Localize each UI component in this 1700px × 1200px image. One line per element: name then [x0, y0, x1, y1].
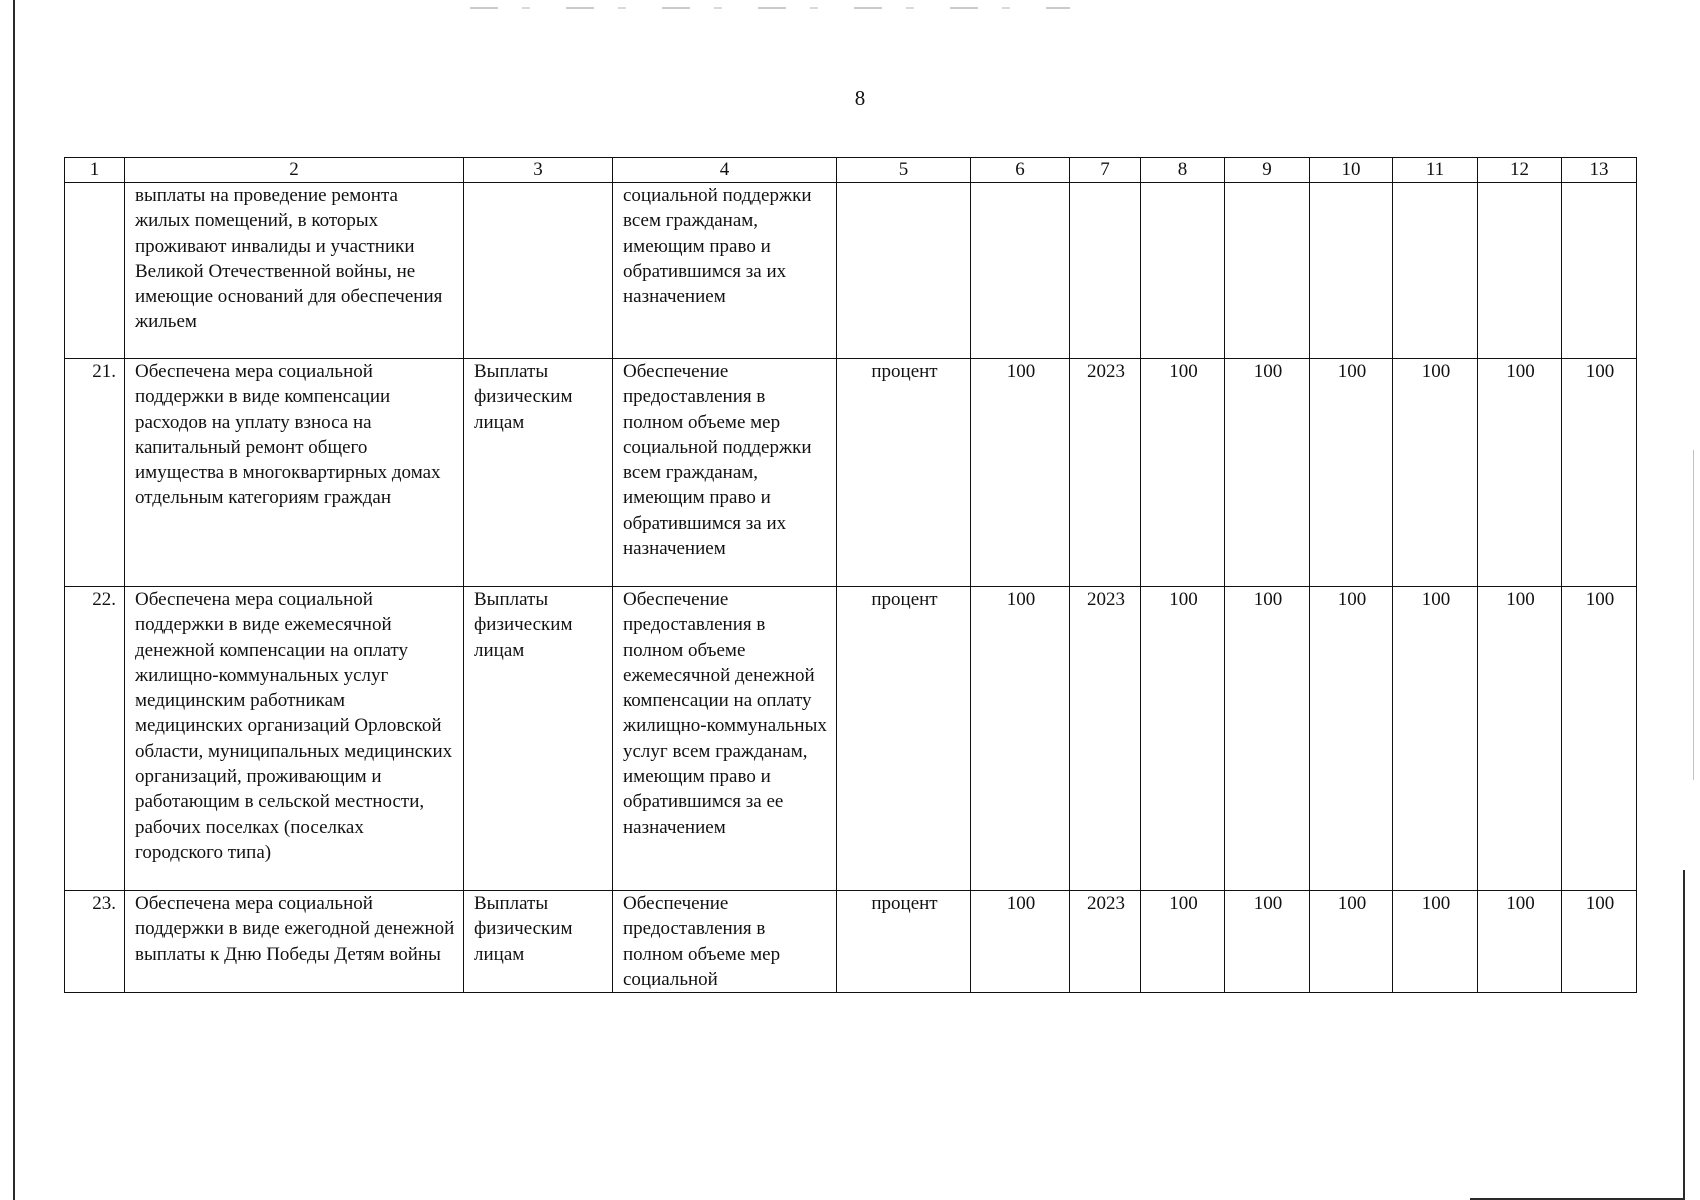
- result-cell: выплаты на проведение ремонта жилых помещений, в которых проживают инвалиды и участники Великой Отечественной войны, не имеющие оснований для обеспечения жильем: [125, 183, 464, 359]
- value-cell: 100: [1478, 587, 1562, 891]
- column-number: 3: [464, 158, 613, 183]
- unit-cell: процент: [837, 359, 971, 587]
- table-row: [65, 587, 1637, 891]
- indicators-table: [64, 157, 1637, 993]
- table-row: [65, 891, 1637, 993]
- column-number: 6: [971, 158, 1070, 183]
- result-cell: Обеспечена мера социальной поддержки в виде ежемесячной денежной компенсации на оплату жилищно-коммунальных услуг медицинским работникам медицинских организаций Орловской области, муниципальных медицинских организаций, проживающим и работающим в сельской местности, рабочих поселках (поселках городского типа): [125, 587, 464, 891]
- row-number-cell: [65, 183, 125, 359]
- value-cell: 100: [1225, 891, 1310, 993]
- value-cell: 100: [971, 891, 1070, 993]
- scan-border-left: [13, 0, 15, 1200]
- indicator-cell: Обеспечение предоставления в полном объеме мер социальной: [613, 891, 837, 993]
- value-cell: 100: [1393, 359, 1478, 587]
- column-number-row: [65, 158, 1637, 183]
- value-cell: 100: [971, 359, 1070, 587]
- column-number: 5: [837, 158, 971, 183]
- row-number-cell: 22.: [65, 587, 125, 891]
- column-number: 8: [1141, 158, 1225, 183]
- column-number: 11: [1393, 158, 1478, 183]
- column-number: 10: [1310, 158, 1393, 183]
- column-number: 12: [1478, 158, 1562, 183]
- scan-border-right: [1683, 870, 1685, 1200]
- value-cell: 100: [971, 587, 1070, 891]
- value-cell: 100: [1393, 891, 1478, 993]
- value-cell: 100: [1562, 587, 1637, 891]
- unit-cell: процент: [837, 587, 971, 891]
- value-cell: 100: [1310, 587, 1393, 891]
- value-cell: 100: [1478, 359, 1562, 587]
- value-cell: [1478, 183, 1562, 359]
- value-cell: 100: [1141, 891, 1225, 993]
- value-cell: [1070, 183, 1141, 359]
- value-cell: 100: [1310, 359, 1393, 587]
- value-cell: 100: [1562, 891, 1637, 993]
- value-cell: [1225, 183, 1310, 359]
- value-cell: 2023: [1070, 891, 1141, 993]
- indicator-cell: Обеспечение предоставления в полном объеме ежемесячной денежной компенсации на оплату жилищно-коммунальных услуг всем гражданам, имеющим право и обратившимся за ее назначением: [613, 587, 837, 891]
- unit-cell: процент: [837, 891, 971, 993]
- value-cell: 2023: [1070, 587, 1141, 891]
- type-cell: Выплаты физическим лицам: [464, 891, 613, 993]
- value-cell: [1310, 183, 1393, 359]
- value-cell: 100: [1225, 359, 1310, 587]
- type-cell: Выплаты физическим лицам: [464, 587, 613, 891]
- value-cell: [1562, 183, 1637, 359]
- indicator-cell: социальной поддержки всем гражданам, имеющим право и обратившимся за их назначением: [613, 183, 837, 359]
- result-cell: Обеспечена мера социальной поддержки в виде компенсации расходов на уплату взноса на капитальный ремонт общего имущества в многоквартирных домах отдельным категориям граждан: [125, 359, 464, 587]
- value-cell: 100: [1141, 359, 1225, 587]
- value-cell: 100: [1141, 587, 1225, 891]
- column-number: 1: [65, 158, 125, 183]
- value-cell: 100: [1225, 587, 1310, 891]
- scan-artifact-right: [1693, 450, 1694, 780]
- result-cell: Обеспечена мера социальной поддержки в виде ежегодной денежной выплаты к Дню Победы Детям войны: [125, 891, 464, 993]
- type-cell: [464, 183, 613, 359]
- indicator-cell: Обеспечение предоставления в полном объеме мер социальной поддержки всем гражданам, имеющим право и обратившимся за их назначением: [613, 359, 837, 587]
- row-number-cell: 21.: [65, 359, 125, 587]
- value-cell: [1141, 183, 1225, 359]
- value-cell: 100: [1393, 587, 1478, 891]
- column-number: 9: [1225, 158, 1310, 183]
- table-row: [65, 359, 1637, 587]
- column-number: 13: [1562, 158, 1637, 183]
- column-number: 4: [613, 158, 837, 183]
- type-cell: Выплаты физическим лицам: [464, 359, 613, 587]
- value-cell: 100: [1562, 359, 1637, 587]
- value-cell: 100: [1478, 891, 1562, 993]
- column-number: 7: [1070, 158, 1141, 183]
- table-row: [65, 183, 1637, 359]
- value-cell: 2023: [1070, 359, 1141, 587]
- page-number: 8: [854, 86, 866, 110]
- value-cell: [971, 183, 1070, 359]
- value-cell: [1393, 183, 1478, 359]
- scan-artifact-top: [470, 7, 1070, 9]
- column-number: 2: [125, 158, 464, 183]
- row-number-cell: 23.: [65, 891, 125, 993]
- unit-cell: [837, 183, 971, 359]
- value-cell: 100: [1310, 891, 1393, 993]
